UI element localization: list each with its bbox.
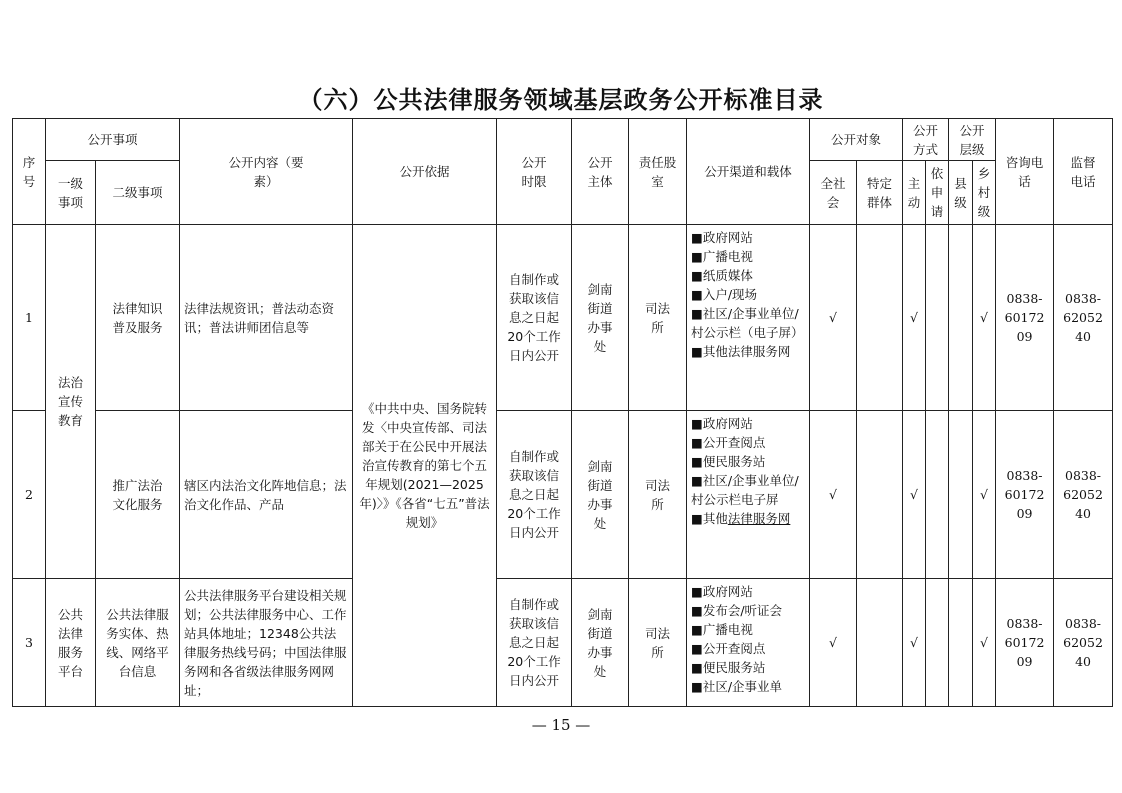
- row-basis: 《中共中央、国务院转发〈中央宣传部、司法部关于在公民中开展法治宣传教育的第七个五年规划(2021—2025年)〉》《各省“七五”普法规划》: [353, 225, 497, 707]
- header-items: 公开事项: [46, 119, 180, 161]
- row-level2: 法律知识普及服务: [96, 225, 180, 411]
- row-time-limit: 自制作或获取该信息之日起20个工作日内公开: [497, 579, 572, 707]
- page-number: — 15 —: [531, 716, 591, 734]
- channel-item: ■政府网站: [691, 584, 753, 599]
- header-content: 公开内容（要素）: [180, 119, 353, 225]
- row-method-active: √: [903, 411, 926, 579]
- row-channels: [687, 411, 810, 579]
- channel-item: ■政府网站: [691, 416, 753, 431]
- channel-item: ■社区/企事业单: [691, 679, 783, 694]
- row-seq: 3: [13, 579, 46, 707]
- channel-item: ■入户/现场: [691, 287, 758, 302]
- row-level2: 推广法治文化服务: [96, 411, 180, 579]
- channel-item: ■广播电视: [691, 622, 753, 637]
- channel-item: ■公开查阅点: [691, 435, 766, 450]
- row-subject: 剑南街道办事处: [572, 579, 629, 707]
- row-level-county: [949, 411, 973, 579]
- row-seq: 1: [13, 225, 46, 411]
- header-consult-phone: 咨询电话: [996, 119, 1054, 225]
- table-row: [13, 579, 1113, 707]
- row-dept: 司法所: [629, 579, 687, 707]
- channel-item: ■广播电视: [691, 249, 753, 264]
- header-target: 公开对象: [810, 119, 903, 161]
- channel-item: ■其他法律服务网: [691, 344, 791, 359]
- table-row: [13, 411, 1113, 579]
- header-target-specific: 特定群体: [857, 161, 903, 225]
- row-dept: 司法所: [629, 225, 687, 411]
- row-supervise-phone: 0838-6205240: [1054, 411, 1113, 579]
- row-dept: 司法所: [629, 411, 687, 579]
- row-method-active: √: [903, 225, 926, 411]
- row-target-all: √: [810, 225, 857, 411]
- header-level: 公开层级: [949, 119, 996, 161]
- channel-item: ■纸质媒体: [691, 268, 753, 283]
- header-level-county: 县级: [949, 161, 973, 225]
- row-method-request: [926, 225, 949, 411]
- header-row-1: [13, 119, 1113, 161]
- row-target-all: √: [810, 411, 857, 579]
- row-content: 公共法律服务平台建设相关规划；公共法律服务中心、工作站具体地址；12348公共法律服务热线号码；中国法律服务网和各省级法律服务网网址；: [180, 579, 353, 707]
- row-level-township: √: [973, 411, 996, 579]
- row-channels: [687, 579, 810, 707]
- channel-item: ■便民服务站: [691, 454, 766, 469]
- row-time-limit: 自制作或获取该信息之日起20个工作日内公开: [497, 411, 572, 579]
- row-level-township: √: [973, 579, 996, 707]
- row-method-request: [926, 579, 949, 707]
- row-level-county: [949, 579, 973, 707]
- row-level1: 公共法律服务平台: [46, 579, 96, 707]
- row-consult-phone: 0838-6017209: [996, 579, 1054, 707]
- row-level-township: √: [973, 225, 996, 411]
- disclosure-table: [12, 118, 1113, 707]
- row-method-active: √: [903, 579, 926, 707]
- row-subject: 剑南街道办事处: [572, 411, 629, 579]
- row-level-county: [949, 225, 973, 411]
- row-consult-phone: 0838-6017209: [996, 411, 1054, 579]
- header-time-limit: 公开时限: [497, 119, 572, 225]
- header-dept: 责任股室: [629, 119, 687, 225]
- legal-service-net-link[interactable]: 法律服务网: [727, 511, 791, 526]
- header-channels: 公开渠道和载体: [687, 119, 810, 225]
- header-method-request: 依申请: [926, 161, 949, 225]
- header-supervise-phone: 监督电话: [1054, 119, 1113, 225]
- channel-item: ■其他法律服务网: [691, 511, 791, 526]
- row-level1: 法治宣传教育: [46, 225, 96, 579]
- row-method-request: [926, 411, 949, 579]
- channel-item: ■政府网站: [691, 230, 753, 245]
- row-supervise-phone: 0838-6205240: [1054, 579, 1113, 707]
- header-seq: 序号: [13, 119, 46, 225]
- row-content: 辖区内法治文化阵地信息；法治文化作品、产品: [180, 411, 353, 579]
- row-content: 法律法规资讯；普法动态资讯；普法讲师团信息等: [180, 225, 353, 411]
- row-subject: 剑南街道办事处: [572, 225, 629, 411]
- row-consult-phone: 0838-6017209: [996, 225, 1054, 411]
- row-seq: 2: [13, 411, 46, 579]
- channel-item: ■发布会/听证会: [691, 603, 783, 618]
- channel-item: ■便民服务站: [691, 660, 766, 675]
- row-time-limit: 自制作或获取该信息之日起20个工作日内公开: [497, 225, 572, 411]
- header-target-all: 全社会: [810, 161, 857, 225]
- header-method-active: 主动: [903, 161, 926, 225]
- row-target-specific: [857, 225, 903, 411]
- header-basis: 公开依据: [353, 119, 497, 225]
- header-level2: 二级事项: [96, 161, 180, 225]
- header-level-township: 乡村级: [973, 161, 996, 225]
- page-title: （六）公共法律服务领域基层政务公开标准目录: [298, 85, 824, 114]
- row-target-specific: [857, 579, 903, 707]
- channel-item: ■社区/企事业单位/村公示栏电子屏: [691, 473, 799, 507]
- row-channels: [687, 225, 810, 411]
- row-target-all: √: [810, 579, 857, 707]
- header-subject: 公开主体: [572, 119, 629, 225]
- channel-item: ■社区/企事业单位/村公示栏（电子屏）: [691, 306, 804, 340]
- channel-item: ■公开查阅点: [691, 641, 766, 656]
- row-level2: 公共法律服务实体、热线、网络平台信息: [96, 579, 180, 707]
- table-row: [13, 225, 1113, 411]
- row-supervise-phone: 0838-6205240: [1054, 225, 1113, 411]
- header-level1: 一级事项: [46, 161, 96, 225]
- row-target-specific: [857, 411, 903, 579]
- header-method: 公开方式: [903, 119, 949, 161]
